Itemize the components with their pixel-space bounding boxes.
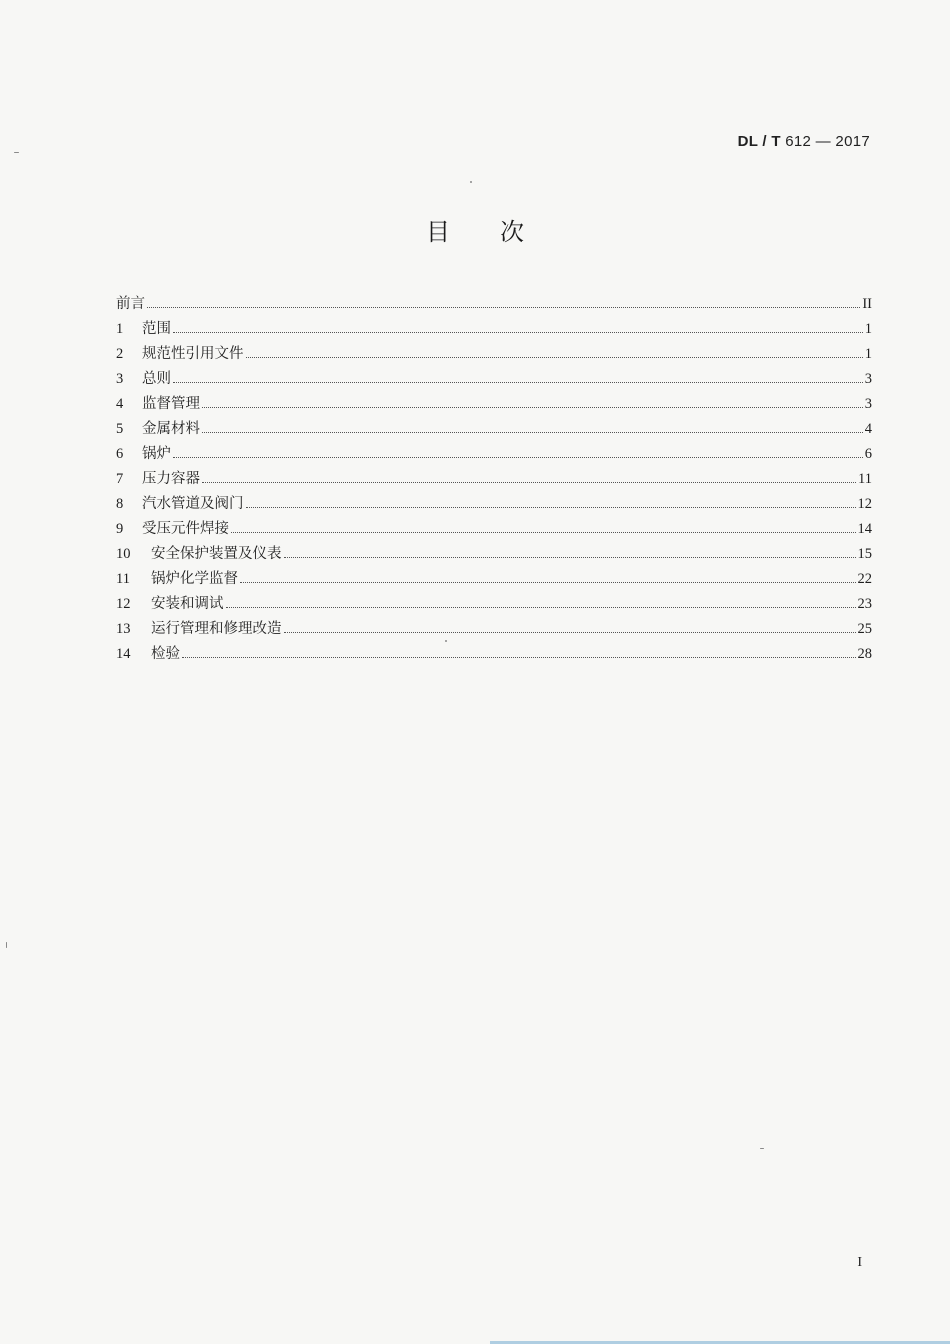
toc-entry-number: 3 <box>116 371 124 387</box>
toc-entry[interactable] <box>116 642 872 667</box>
toc-entry[interactable] <box>116 517 872 542</box>
toc-leader-dots <box>147 306 860 308</box>
toc-entry[interactable] <box>116 417 872 442</box>
toc-entry[interactable] <box>116 367 872 392</box>
scan-speck <box>14 152 19 153</box>
toc-entry[interactable] <box>116 442 872 467</box>
toc-entry[interactable] <box>116 292 872 317</box>
toc-leader-dots <box>231 531 856 533</box>
toc-entry-label: 检验 <box>151 646 180 662</box>
scan-speck <box>760 1148 764 1149</box>
toc-entry[interactable] <box>116 617 872 642</box>
toc-entry-label: 锅炉化学监督 <box>151 571 238 587</box>
toc-leader-dots <box>226 606 856 608</box>
toc-entry-page: 28 <box>857 646 872 662</box>
standard-code <box>738 133 870 150</box>
toc-entry-number: 13 <box>116 621 131 637</box>
toc-entry-page: 12 <box>857 496 872 512</box>
toc-leader-dots <box>202 481 856 483</box>
toc-entry-number: 10 <box>116 546 131 562</box>
toc-entry-page: 23 <box>857 596 872 612</box>
toc-entry-label: 汽水管道及阀门 <box>142 496 244 512</box>
toc-entry[interactable] <box>116 317 872 342</box>
toc-entry-number: 5 <box>116 421 124 437</box>
toc-entry-page: 22 <box>857 571 872 587</box>
toc-entry-page: 6 <box>864 446 872 462</box>
toc-entry-page: 11 <box>858 471 872 487</box>
toc-entry[interactable] <box>116 492 872 517</box>
toc-entry[interactable] <box>116 467 872 492</box>
scan-speck <box>470 181 472 183</box>
toc-entry[interactable] <box>116 342 872 367</box>
toc-entry-number: 4 <box>116 396 124 412</box>
scan-speck <box>6 942 7 948</box>
standard-code-prefix: DL / T <box>737 133 781 150</box>
toc-leader-dots <box>202 431 863 433</box>
toc-entry-label: 规范性引用文件 <box>142 346 244 362</box>
page-title: 目次 <box>426 218 574 246</box>
toc-leader-dots <box>246 506 856 508</box>
toc-leader-dots <box>173 331 863 333</box>
toc-entry-page: II <box>862 296 872 312</box>
toc-entry-number: 7 <box>116 471 124 487</box>
toc-entry-number: 6 <box>116 446 124 462</box>
toc-entry[interactable] <box>116 592 872 617</box>
toc-entry-page: 3 <box>864 371 872 387</box>
toc-entry-label: 运行管理和修理改造 <box>151 621 282 637</box>
toc-leader-dots <box>173 381 863 383</box>
toc-entry-label: 前言 <box>116 296 145 312</box>
standard-code-suffix: 612 — 2017 <box>785 133 870 150</box>
toc-entry-number: 9 <box>116 521 124 537</box>
toc-entry-number: 2 <box>116 346 124 362</box>
toc-entry-number: 8 <box>116 496 124 512</box>
toc-entry-label: 总则 <box>142 371 171 387</box>
toc-entry-number: 11 <box>116 571 130 587</box>
toc-leader-dots <box>284 556 856 558</box>
toc-entry-label: 受压元件焊接 <box>142 521 229 537</box>
toc-entry[interactable] <box>116 567 872 592</box>
toc-entry-number: 12 <box>116 596 131 612</box>
toc-entry-label: 金属材料 <box>142 421 200 437</box>
table-of-contents <box>116 292 872 667</box>
toc-entry-page: 4 <box>864 421 872 437</box>
toc-entry[interactable] <box>116 392 872 417</box>
toc-leader-dots <box>246 356 863 358</box>
toc-leader-dots <box>182 656 856 658</box>
toc-leader-dots <box>240 581 856 583</box>
toc-entry-page: 25 <box>857 621 872 637</box>
toc-leader-dots <box>202 406 863 408</box>
toc-entry-label: 锅炉 <box>142 446 171 462</box>
toc-entry[interactable] <box>116 542 872 567</box>
toc-entry-label: 安装和调试 <box>151 596 224 612</box>
toc-entry-page: 1 <box>864 321 872 337</box>
toc-entry-page: 3 <box>864 396 872 412</box>
scan-speck <box>445 640 447 642</box>
toc-leader-dots <box>173 456 863 458</box>
page-number: I <box>857 1255 862 1270</box>
toc-entry-label: 监督管理 <box>142 396 200 412</box>
toc-entry-page: 1 <box>864 346 872 362</box>
toc-leader-dots <box>284 631 856 633</box>
toc-entry-label: 安全保护装置及仪表 <box>151 546 282 562</box>
toc-entry-number: 1 <box>116 321 124 337</box>
toc-entry-page: 15 <box>857 546 872 562</box>
toc-entry-number: 14 <box>116 646 131 662</box>
toc-entry-page: 14 <box>857 521 872 537</box>
toc-entry-label: 范围 <box>142 321 171 337</box>
toc-entry-label: 压力容器 <box>142 471 200 487</box>
